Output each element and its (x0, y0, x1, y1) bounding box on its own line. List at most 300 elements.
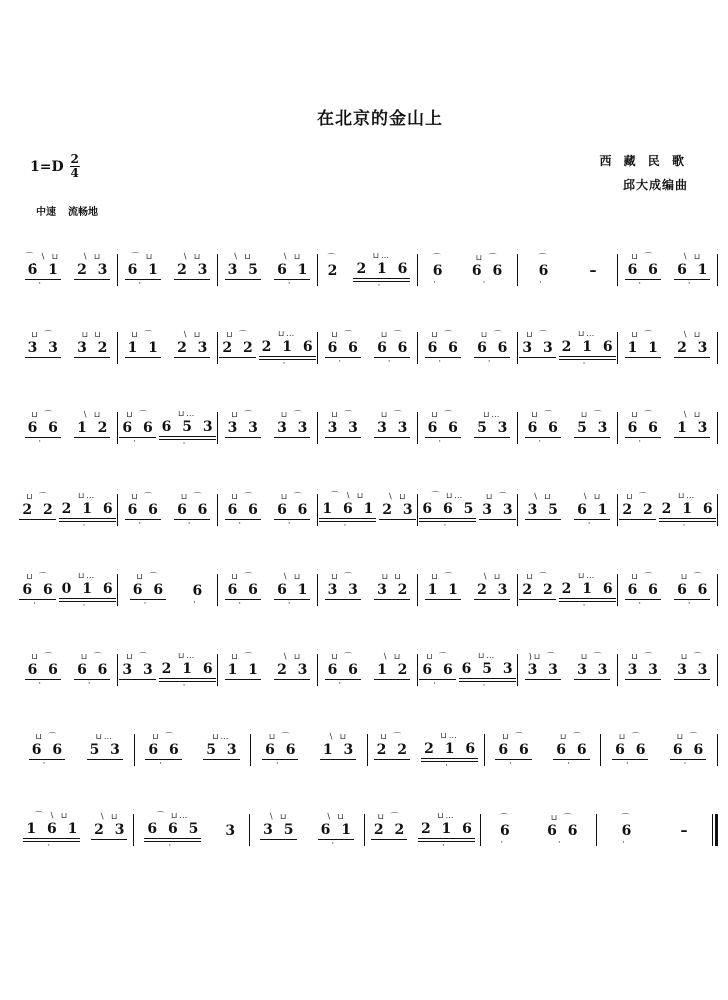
measure (418, 560, 517, 620)
eighth-underline (421, 758, 478, 759)
note-group: 5 3 (577, 420, 611, 436)
measure (597, 800, 712, 860)
technique-marks: ⌒ ∖ ⊔ (25, 252, 60, 261)
measure (18, 560, 117, 620)
note-group: 6 6 (547, 823, 581, 839)
octave-dots: · (38, 279, 48, 289)
technique-marks: ⊔… (577, 570, 597, 580)
octave-dots: · (582, 358, 592, 369)
technique-marks: ⊔ ⌒ (550, 813, 574, 822)
note-group: 2 2 (222, 340, 256, 356)
technique-marks: ⊔ ⌒ (680, 572, 704, 581)
note-group: 2 1 6 (561, 580, 616, 597)
note-group: 6 1 (277, 582, 311, 598)
measure (118, 560, 217, 620)
octave-dots: · (582, 600, 592, 611)
beat (59, 571, 116, 610)
note-group: 1 3 (677, 420, 711, 436)
note-group: 2 3 (177, 262, 211, 278)
technique-marks: ⌒ (327, 253, 338, 262)
note-group: 6 6 (527, 420, 561, 436)
measure (518, 560, 617, 620)
octave-dots: · (338, 357, 348, 367)
beat (25, 652, 61, 688)
note-group: 6 6 (27, 420, 61, 436)
note-group: 6 (499, 823, 513, 839)
beat (619, 813, 635, 847)
eighth-underline (274, 437, 310, 438)
measure (318, 560, 417, 620)
beat (29, 732, 65, 768)
note-group: 2 1 6 (356, 260, 411, 277)
beat (525, 492, 561, 528)
measure (518, 240, 617, 300)
octave-dots: · (138, 279, 148, 289)
measure (418, 480, 517, 540)
beat (659, 491, 716, 530)
note-group: 2 3 (677, 340, 711, 356)
technique-marks: ∖ ⊔ (82, 410, 103, 419)
eighth-underline (374, 437, 410, 438)
technique-marks: ⊔ ⌒ (152, 732, 175, 741)
beat (474, 572, 510, 608)
technique-marks: ∖ ⊔ (182, 330, 203, 339)
technique-marks: ⊔… (483, 410, 502, 419)
octave-dots: · (143, 599, 153, 609)
technique-marks: ⊔ ⌒ (631, 652, 655, 661)
beat (430, 253, 446, 287)
measure (118, 398, 217, 458)
octave-dots: · (482, 278, 492, 288)
beat (25, 330, 61, 366)
technique-marks: ⊔… (95, 732, 114, 741)
beat (59, 491, 116, 530)
octave-dots: · (287, 279, 297, 289)
octave-dots: · (387, 357, 397, 367)
technique-marks: ⊔ ⌒ (480, 330, 504, 339)
technique-marks: ⊔ ⌒ (631, 572, 655, 581)
measure (118, 640, 217, 700)
eighth-underline (325, 437, 361, 438)
barline (717, 332, 718, 364)
note-group: 5 3 (477, 420, 511, 436)
technique-marks: ⊔ ⌒ (631, 410, 655, 419)
note-group: 2 3 (382, 502, 416, 518)
eighth-underline (419, 518, 476, 519)
beat (130, 572, 166, 608)
technique-marks: ⊔ ⌒ (136, 572, 160, 581)
beat (525, 652, 561, 688)
eighth-underline (159, 436, 216, 437)
eighth-underline (559, 356, 616, 357)
beat (418, 811, 475, 850)
note-group: 3 3 (527, 662, 561, 678)
technique-marks: ⊔ ⌒ (526, 572, 549, 581)
eighth-underline (119, 679, 155, 680)
note-group: 6 6 (677, 582, 711, 598)
octave-dots: · (343, 520, 353, 531)
note-group: 6 6 (615, 742, 649, 758)
meter-top: 2 (70, 152, 79, 166)
eighth-underline (425, 599, 461, 600)
note-group: 3 3 (277, 420, 311, 436)
beat (274, 652, 310, 688)
note-group: 6 (621, 823, 635, 839)
technique-marks: ⊔… (77, 570, 97, 580)
technique-marks: ⊔… (437, 810, 456, 820)
octave-dots: · (438, 437, 448, 447)
note-group: 2 1 6 (561, 338, 616, 355)
eighth-underline (659, 518, 716, 519)
beat (586, 253, 599, 287)
technique-marks: ⊔ ⌒ (280, 410, 304, 419)
octave-dots: · (482, 680, 492, 691)
octave-dots: · (638, 599, 648, 609)
technique-marks: ⊔ ⌒ (126, 652, 149, 661)
note-group: 2 (327, 263, 341, 279)
eighth-underline (474, 437, 510, 438)
octave-dots: · (500, 838, 510, 848)
technique-marks: ⊔… (177, 408, 197, 418)
technique-marks: ⊔ ⌒ (502, 732, 525, 741)
technique-marks: ∖ ⊔ (282, 652, 303, 661)
staff-row (18, 720, 718, 780)
beat (519, 572, 555, 608)
measure (518, 318, 617, 378)
eighth-underline (274, 679, 310, 680)
note-group: 6 (192, 583, 206, 599)
measure (368, 720, 484, 780)
beat (119, 652, 155, 688)
beat (625, 572, 661, 608)
beat (559, 329, 616, 368)
note-group: 6 6 (377, 340, 411, 356)
technique-marks: ⊔ ⌒ (231, 410, 255, 419)
beat (274, 252, 310, 288)
measure (518, 398, 617, 458)
measure (18, 240, 117, 300)
beat (625, 252, 661, 288)
eighth-underline (87, 759, 123, 760)
note-group: 2 3 (277, 662, 311, 678)
note-group: 6 1 (677, 262, 711, 278)
note-group: 6 6 (127, 502, 161, 518)
note-group: 6 6 (31, 742, 66, 758)
beat (497, 813, 513, 847)
staff-row (18, 800, 718, 860)
beat (559, 571, 616, 610)
beat (371, 812, 407, 848)
measure (481, 800, 596, 860)
note-group: 6 1 (127, 262, 161, 278)
extension-dash: – (680, 823, 691, 839)
eighth-underline (674, 357, 710, 358)
technique-marks: ⊔ ⌒ (431, 572, 455, 581)
note-group: 1 1 (427, 582, 461, 598)
eighth-underline (559, 598, 616, 599)
measure (18, 318, 117, 378)
note-group: 3 3 (327, 420, 361, 436)
note-group: 1 2 (377, 662, 411, 678)
technique-marks: ∖ ⊔ (328, 732, 349, 741)
octave-dots: · (587, 519, 597, 529)
note-group: 3 3 (327, 582, 361, 598)
technique-marks: ⊔… (277, 328, 297, 338)
technique-marks: ∖ ⊔ (325, 812, 346, 821)
technique-marks: ⊔ ⌒ (431, 330, 455, 339)
technique-marks: ⊔ ⌒ (560, 732, 583, 741)
notation-score (18, 0, 718, 1000)
beat (459, 651, 516, 690)
technique-marks: ⌒ (538, 253, 549, 262)
note-group: 3 5 (527, 502, 561, 518)
note-group: 6 6 (477, 340, 511, 356)
beat (225, 492, 261, 528)
technique-marks: ⊔ ⌒ (377, 812, 401, 821)
eighth-underline (91, 839, 127, 840)
note-group: 1 1 (627, 340, 661, 356)
technique-marks: ⊔ ⌒ (31, 410, 55, 419)
eighth-underline (59, 518, 116, 519)
octave-dots: · (622, 838, 631, 848)
octave-dots: · (687, 279, 697, 289)
octave-dots: · (133, 437, 143, 447)
beat (274, 410, 310, 446)
note-group: 1 1 (227, 662, 261, 678)
technique-marks: ⌒ ⊔… (156, 810, 190, 820)
technique-marks: ⊔… (177, 650, 197, 660)
note-group: 6 6 (122, 420, 156, 436)
note-group: 1 3 (322, 742, 357, 758)
eighth-underline (319, 518, 376, 519)
eighth-underline (519, 357, 555, 358)
note-group: 6 6 (422, 662, 456, 678)
note-group: 3 3 (577, 662, 611, 678)
eighth-underline (574, 679, 610, 680)
beat (159, 651, 216, 690)
eighth-underline (374, 679, 410, 680)
technique-marks: ∖ ⊔ (282, 252, 303, 261)
beat (259, 329, 316, 368)
note-group: 3 3 (122, 662, 156, 678)
octave-dots: · (487, 357, 497, 367)
note-group: 6 6 (177, 502, 211, 518)
measure (618, 640, 717, 700)
beat (677, 813, 690, 847)
eighth-underline (219, 357, 255, 358)
technique-marks: ⊔… (577, 328, 597, 338)
technique-marks: ⌒ (432, 253, 443, 262)
eighth-underline (174, 357, 210, 358)
beat (225, 572, 261, 608)
octave-dots: · (47, 840, 57, 851)
technique-marks: ⌒ (621, 813, 632, 822)
note-group: 2 2 (22, 502, 56, 518)
measure (318, 398, 417, 458)
expression-label: 流畅地 (68, 207, 98, 218)
octave-dots: · (192, 598, 202, 608)
meter-bottom: 4 (70, 166, 79, 180)
technique-marks: ∖ ⊔ (532, 492, 553, 501)
technique-marks: ⊔ ⌒ (35, 732, 59, 741)
eighth-underline (320, 759, 356, 760)
technique-marks: ∖ ⊔ (99, 812, 120, 821)
octave-dots: · (287, 519, 297, 529)
beat (87, 732, 123, 768)
beat (145, 732, 181, 768)
technique-marks: ⊔ ⌒ (526, 330, 549, 339)
eighth-underline (353, 278, 410, 279)
technique-marks: )⊔ ⌒ (528, 652, 557, 661)
technique-marks: ⊔ ⌒ (131, 492, 155, 501)
technique-marks: ⌒ ∖ ⊔ (330, 490, 366, 500)
note-group: 6 6 (556, 742, 590, 758)
note-group: 6 (538, 263, 552, 279)
note-group: 6 6 (427, 340, 461, 356)
technique-marks: ∖ ⊔ (682, 410, 703, 419)
technique-marks: ⊔ ⌒ (180, 492, 204, 501)
beat (374, 410, 410, 446)
measure (318, 318, 417, 378)
octave-dots: · (238, 519, 248, 529)
technique-marks: ⊔ ⌒ (426, 652, 449, 661)
note-group: 6 6 (471, 263, 506, 279)
eighth-underline (674, 437, 710, 438)
technique-marks: ⊔ ⌒ (80, 652, 104, 661)
note-group: 6 6 5 (422, 500, 477, 517)
beat (374, 330, 410, 366)
staff-row (18, 318, 718, 378)
measure (218, 640, 317, 700)
measure (251, 720, 367, 780)
beat (74, 252, 110, 288)
measure (618, 240, 717, 300)
technique-marks: ⊔ ⌒ (331, 330, 355, 339)
beat (25, 252, 61, 288)
technique-marks: ⊔ ⌒ (680, 652, 704, 661)
note-group: 3 2 (377, 582, 411, 598)
octave-dots: · (509, 759, 519, 769)
octave-dots: · (638, 279, 648, 289)
technique-marks: ∖ ⊔ (182, 252, 203, 261)
measure (218, 318, 317, 378)
technique-marks: ⊔… (212, 732, 231, 741)
measure (218, 398, 317, 458)
octave-dots: · (625, 759, 635, 769)
beat (119, 410, 155, 446)
technique-marks: ⊔ ⊔ (381, 572, 403, 581)
eighth-underline (225, 679, 261, 680)
note-group: 6 6 (27, 662, 61, 678)
barline (717, 574, 718, 606)
eighth-underline (371, 839, 407, 840)
technique-marks: ∖ ⊔ (582, 492, 603, 501)
eighth-underline (625, 679, 661, 680)
eighth-underline (74, 357, 110, 358)
beat (274, 492, 310, 528)
octave-dots: · (38, 679, 48, 689)
technique-marks: ⊔ ⌒ (231, 652, 255, 661)
beat (319, 491, 376, 530)
note-group: 2 3 (477, 582, 511, 598)
note-group: 6 6 (627, 582, 661, 598)
eighth-underline (74, 279, 110, 280)
octave-dots: · (566, 759, 576, 769)
beat (374, 732, 410, 768)
eighth-underline (159, 678, 216, 679)
technique-marks: ⊔ ⌒ (26, 492, 49, 501)
note-group: 6 6 (77, 662, 111, 678)
beat (525, 410, 561, 446)
measure (418, 398, 517, 458)
beat (674, 652, 710, 688)
technique-marks: ⊔ ⌒ (331, 652, 355, 661)
measure (218, 560, 317, 620)
eighth-underline (619, 519, 655, 520)
eighth-underline (19, 519, 55, 520)
technique-marks: ∖ ⊔ (82, 252, 103, 261)
staff-row (18, 480, 718, 540)
note-group: 6 5 3 (161, 418, 216, 435)
technique-marks: ⊔ ⌒ (486, 492, 509, 501)
beat (574, 652, 610, 688)
eighth-underline (25, 357, 61, 358)
octave-dots: · (682, 520, 692, 531)
beat (419, 491, 476, 530)
beat (425, 410, 461, 446)
eighth-underline (379, 519, 415, 520)
beat (353, 251, 410, 290)
note-group: 2 2 (373, 822, 408, 838)
beat (325, 330, 361, 366)
final-barline (712, 814, 718, 846)
measure (601, 720, 717, 780)
note-group: 6 6 (427, 420, 461, 436)
octave-dots: · (443, 520, 453, 531)
beat (325, 410, 361, 446)
note-group: 1 1 (127, 340, 161, 356)
octave-dots: · (238, 599, 248, 609)
note-group: 1 6 1 (26, 820, 81, 837)
tempo-label: 中速 (36, 207, 56, 218)
note-group: 5 3 (206, 742, 240, 758)
measure (18, 398, 117, 458)
note-group: 6 6 (227, 502, 261, 518)
note-group: 6 6 (132, 582, 167, 598)
eighth-underline (259, 356, 316, 357)
note-group: 3 5 (227, 262, 261, 278)
technique-marks: ∖ ⊔ (682, 330, 703, 339)
beat (625, 330, 661, 366)
octave-dots: · (82, 520, 92, 531)
octave-dots: · (441, 840, 451, 851)
note-group: 6 6 (22, 582, 56, 598)
note-group: 2 3 (77, 262, 111, 278)
beat (674, 572, 710, 608)
measure (18, 480, 117, 540)
beat (320, 732, 356, 768)
technique-marks: ∖ ⊔ (682, 252, 703, 261)
note-group: 2 2 (622, 502, 656, 518)
technique-marks: ⊔ ⌒ (676, 732, 700, 741)
beat (74, 652, 110, 688)
barline (717, 734, 718, 766)
measure (118, 480, 217, 540)
technique-marks: ⊔ ⌒ (131, 330, 155, 339)
beat (74, 330, 110, 366)
beat (225, 410, 261, 446)
technique-marks: ∖ ⊔ (387, 492, 408, 501)
